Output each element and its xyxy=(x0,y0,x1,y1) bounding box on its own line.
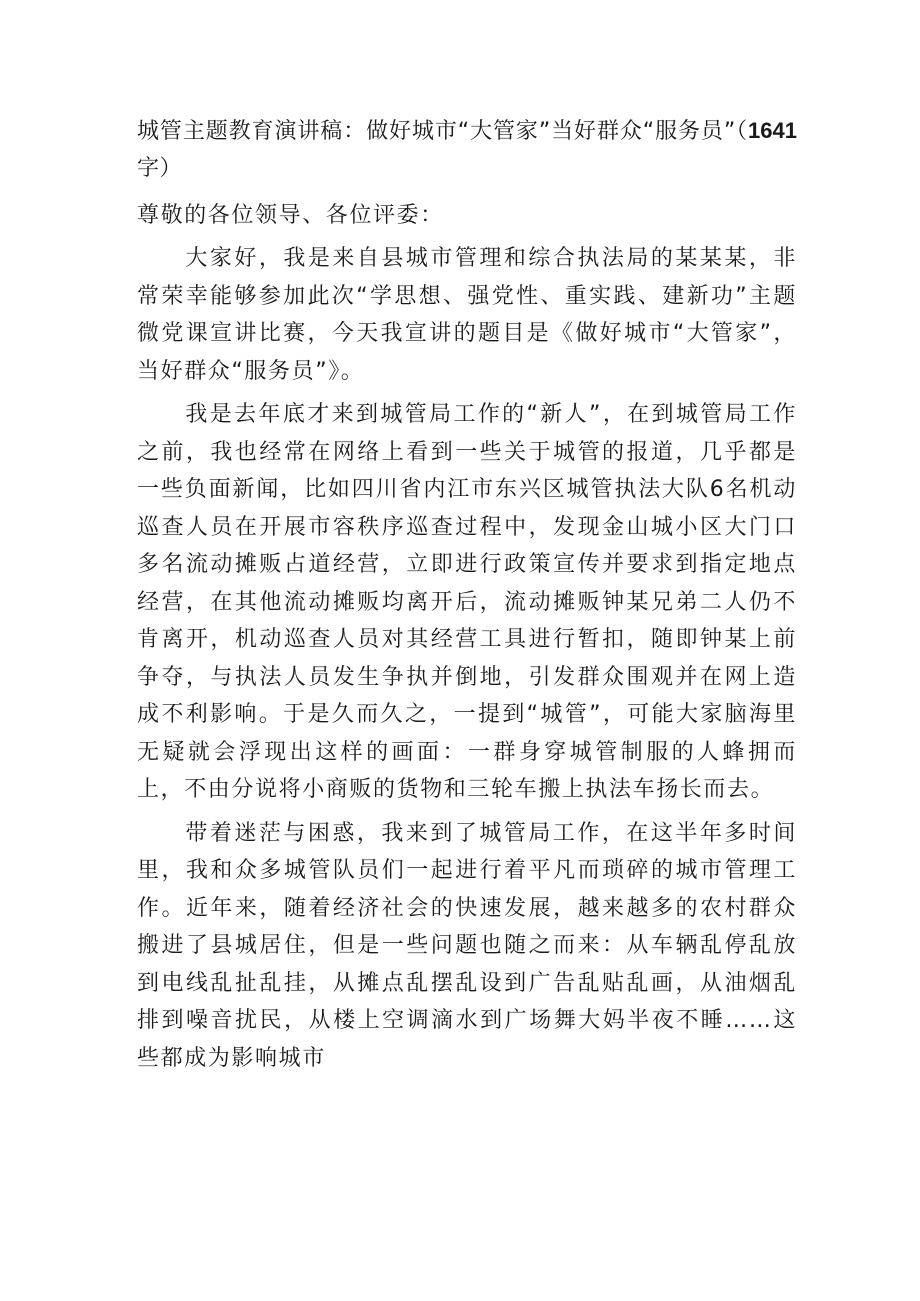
title-text: 城管主题教育演讲稿：做好城市“大管家”当好群众“服务员”（ xyxy=(137,119,749,144)
paragraph-work-experience: 带着迷茫与困惑，我来到了城管局工作，在这半年多时间里，我和众多城管队员们一起进行着平凡而琐碎的城市管理工作。近年来，随着经济社会的快速发展，越来越多的农村群众搬进了县城居住，但是一些问题也随之而来：从车辆乱停乱放到电线乱扯乱挂，从摊点乱摆乱设到广告乱贴乱画，从油烟乱排到噪音扰民，从楼上空调滴水到广场舞大妈半夜不睡……这些都成为影响城市 xyxy=(137,820,797,1071)
paragraph-background: 我是去年底才来到城管局工作的“新人”，在到城管局工作之前，我也经常在网络上看到一些关于城管的报道，几乎都是一些负面新闻，比如四川省内江市东兴区城管执法大队6名机动巡查人员在开展市容秩序巡查过程中，发现金山城小区大门口多名流动摊贩占道经营，立即进行政策宣传并要求到指定地点经营，在其他流动摊贩均离开后，流动摊贩钟某兄弟二人仍不肯离开，机动巡查人员对其经营工具进行暂扣，随即钟某上前争夺，与执法人员发生争执并倒地，引发群众围观并在网上造成不利影响。于是久而久之，一提到“城管”，可能大家脑海里无疑就会浮现出这样的画面：一群身穿城管制服的人蜂拥而上，不由分说将小商贩的货物和三轮车搬上执法车扬长而去。 xyxy=(137,402,797,802)
document-title xyxy=(137,112,797,187)
document-body xyxy=(137,112,797,1077)
title-word-count: 1641 xyxy=(748,118,797,143)
paragraph-intro: 大家好，我是来自县城市管理和综合执法局的某某某，非常荣幸能够参加此次“学思想、强党性、重实践、建新功”主题微党课宣讲比赛，今天我宣讲的题目是《做好城市“大管家”，当好群众“服务员”》。 xyxy=(137,246,797,384)
salutation: 尊敬的各位领导、各位评委： xyxy=(137,203,444,228)
title-word-count-unit: 字） xyxy=(137,156,183,181)
